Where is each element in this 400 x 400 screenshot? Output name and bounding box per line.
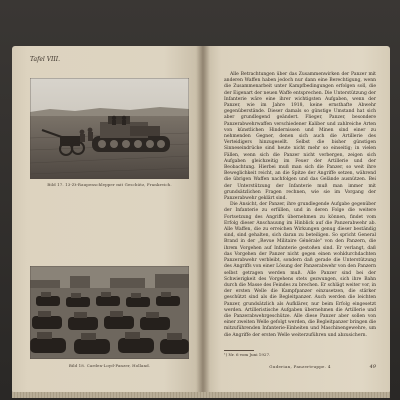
photo-caption-2: Bild 18. Carden-Loyd-Panzer, Holland. bbox=[68, 363, 151, 368]
footnote: ¹) Nr. 6 vom Juni 1927. bbox=[224, 352, 271, 357]
photo-tankette-column bbox=[30, 266, 189, 359]
footnote-divider bbox=[224, 350, 254, 351]
left-page bbox=[12, 46, 202, 394]
paragraph: Die Ansicht, der Panzer, ihre grundlegende Aufgabe gegenüber der Infanterie zu erfüllen, und in deren Folge die weitere Fortsetzung des Angriffs übernehmen zu können, findet vom Erfolg dieser Anschauung im Hinblick auf die Panzerabwehr ab. Alle Waffen, die zu erreichen Wirkungen genug dieser beständig sind, sind gehalten, sich daran zu beteiligen. So spricht General Brand in der „Revue Militaire Générale" von den Panzern, die ihrem Vorgehen auf Infanterie gestoßen sind. Er verlangt, daß das Vorgehen der Panzer nicht gegen einen wohldurchdachten Panzerabwehr verbleibt, sondern daß gerade die Unterstützung des Angriffs von einer Lösung der Panzerabwehr von den Panzern selbst getragen werden muß. Alle Panzer sind bei der Schwierigkeit des Vorgehens stets gezwungen, sich ihre Bahn durch die Masse des Feindes zu brechen. Er schlägt weiter vor, in der ersten Welle die Kampfpanzer einzusetzen, die stärker geschützt sind als die Begleitpanzer. Auch werden die leichten Panzer, grundsätzlich als Aufklärer, nur beim Erfolg eingesetzt werden. Artilleristische Aufgaben übernehmen die Artillerie und die Panzerabwehrgeschütze. Alle diese Panzer aber sollen von einer zweiten Welle gefolgt werden, die Begleitpanzer bringen die mitzuführenden Infanterie-Einheiten und Maschinengewehre, um die Angriffe der ersten Welle weiterzuführen und abzusichern. bbox=[224, 202, 376, 338]
page-stack-edge bbox=[12, 392, 390, 398]
page-number: 49 bbox=[369, 364, 376, 370]
plate-label: Tafel VIII. bbox=[30, 56, 61, 63]
right-page bbox=[202, 46, 390, 394]
open-book bbox=[12, 46, 390, 398]
photo-caption-1: Bild 17. 13-Zt-Raupenschlepper mit Geschütz, Frankreich. bbox=[47, 182, 172, 187]
photo-tractor-with-gun bbox=[30, 78, 189, 179]
footer-signature: Guderian, Panzertruppe. 4 bbox=[269, 364, 331, 369]
body-text bbox=[224, 72, 376, 339]
paragraph: Alle Betrachtungen über das Zusammenwirken der Panzer mit anderen Waffen haben jedoch nur dann eine Berechtigung, wenn die Zusammenarbeit unter Kampfbedingungen erfolgen soll, die der Eigenart der neuen Waffe entsprechen. Die Unterstützung der Infanterie wäre eine ihrer wichtigsten Aufgaben, wenn der Panzer, wie im Jahre 1918, keine ernsthafte Abwehr gegenüberstände. Dieser damals so günstige Umstand hat sich aber grundlegend geändert. Flieger, Panzer, besondere Panzerabwehrwaffen verschiedener Kaliber und zahlreiche Arten von künstlichen Hindernissen und Minen sind einer zu nehmenden Gegner, denen sich auch die Artillerie des Verteidigers hinzugesellt. Selbst die bisher günstigen Sinneseindrücke sind heute nicht mehr so einseitig; in vielen Fällen, wenn sich die Panzer nicht verbergen, zeigen sich Aufgaben gleichzeitig im Feuer der Artillerie und der Beobachtung. Hierbei muß man sich die Panzer, so weit ihre Beweglichkeit reicht, an die Spitze der Angriffe setzen, während die übrigen Waffen nachfolgen und das Gelände ausnützen. Bei der Unterstützung der Infanterie muß man immer mit grundsätzlichen Fragen rechnen, wie sie im Vorgang der Panzerabwehr geklärt sind. bbox=[224, 72, 376, 202]
book-gutter bbox=[196, 46, 210, 394]
